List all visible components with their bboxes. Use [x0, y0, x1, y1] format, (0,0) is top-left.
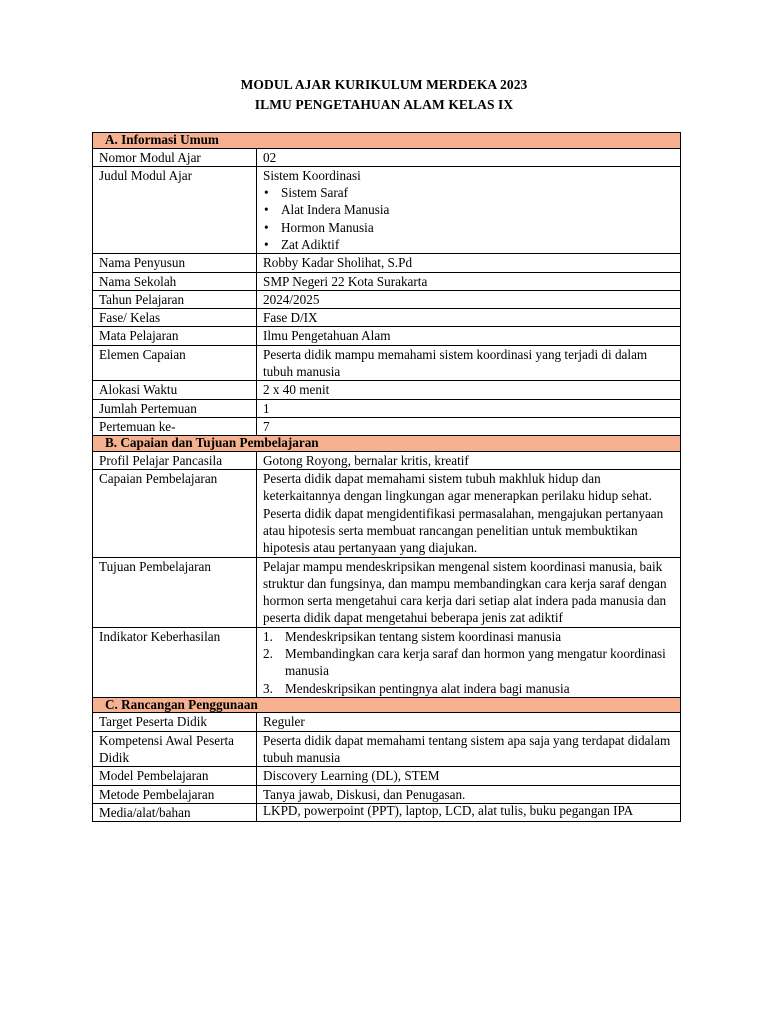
list-text: Mendeskripsikan tentang sistem koordinasi manusia: [285, 628, 562, 644]
list-text: Membandingkan cara kerja saraf dan hormon yang mengatur koordinasi manusia: [285, 646, 666, 679]
section-a-header-row: [93, 133, 681, 149]
row-value: Peserta didik dapat memahami sistem tubuh makhluk hidup dan keterkaitannya dengan lingkungan agar menerapkan perilaku hidup sehat. Peserta didik dapat mengidentifikasi permasalahan, mengajukan pertanyaan atau hipotesis serta membuat rancangan penelitian untuk membuktikan hipotesis atau pertanyaan yang diajukan.: [257, 470, 681, 557]
row-label: Capaian Pembelajaran: [93, 470, 257, 557]
row-value: SMP Negeri 22 Kota Surakarta: [257, 272, 681, 290]
row-value: 1: [257, 399, 681, 417]
row-label: Elemen Capaian: [93, 345, 257, 381]
row-label: Alokasi Waktu: [93, 381, 257, 399]
row-label: Nomor Modul Ajar: [93, 148, 257, 166]
row-value: Peserta didik dapat memahami tentang sistem apa saja yang terdapat didalam tubuh manusia: [257, 731, 681, 767]
list-number: 2.: [263, 646, 273, 662]
row-label: Metode Pembelajaran: [93, 785, 257, 803]
row-value: LKPD, powerpoint (PPT), laptop, LCD, alat tulis, buku pegangan IPA: [257, 803, 681, 821]
list-item: [263, 645, 674, 680]
table-row: [93, 627, 681, 697]
row-label: Target Peserta Didik: [93, 713, 257, 731]
row-value: Discovery Learning (DL), STEM: [257, 767, 681, 785]
table-row: [93, 381, 681, 399]
table-row: [93, 557, 681, 627]
table-row: [93, 272, 681, 290]
table-row: [93, 327, 681, 345]
row-value: Peserta didik mampu memahami sistem koordinasi yang terjadi di dalam tubuh manusia: [257, 345, 681, 381]
list-number: 1.: [263, 628, 273, 644]
table-row: [93, 470, 681, 557]
row-label: Model Pembelajaran: [93, 767, 257, 785]
row-label: Mata Pelajaran: [93, 327, 257, 345]
table-row: [93, 309, 681, 327]
module-info-table: [92, 132, 681, 822]
table-row: [93, 417, 681, 435]
row-label: Nama Penyusun: [93, 254, 257, 272]
list-item: [263, 628, 674, 645]
table-row: [93, 345, 681, 381]
row-value: Tanya jawab, Diskusi, dan Penugasan.: [257, 785, 681, 803]
document-title: MODUL AJAR KURIKULUM MERDEKA 2023: [240, 77, 528, 92]
row-label: Tujuan Pembelajaran: [93, 557, 257, 627]
row-label: Media/alat/bahan: [93, 803, 257, 821]
row-value: Robby Kadar Sholihat, S.Pd: [257, 254, 681, 272]
list-text: Mendeskripsikan pentingnya alat indera bagi manusia: [285, 680, 570, 696]
module-subtopic-list: [263, 184, 674, 253]
table-row: [93, 451, 681, 469]
list-number: 3.: [263, 680, 273, 696]
row-value: [257, 627, 681, 697]
row-label: Tahun Pelajaran: [93, 290, 257, 308]
row-value: 7: [257, 417, 681, 435]
section-b-header-row: [93, 436, 681, 452]
row-label: Pertemuan ke-: [93, 417, 257, 435]
section-c-header: C. Rancangan Penggunaan: [93, 697, 681, 713]
list-item: • Alat Indera Manusia: [263, 201, 674, 218]
list-item: [263, 680, 674, 697]
table-row: [93, 166, 681, 253]
row-value: 02: [257, 148, 681, 166]
row-label: Jumlah Pertemuan: [93, 399, 257, 417]
table-row: [93, 803, 681, 821]
table-row: [93, 290, 681, 308]
section-b-header: B. Capaian dan Tujuan Pembelajaran: [93, 436, 681, 452]
row-value: [257, 166, 681, 253]
row-label: Kompetensi Awal Peserta Didik: [93, 731, 257, 767]
list-item: • Hormon Manusia: [263, 219, 674, 236]
row-label: Fase/ Kelas: [93, 309, 257, 327]
section-a-header: A. Informasi Umum: [93, 133, 681, 149]
table-row: [93, 254, 681, 272]
row-value: Reguler: [257, 713, 681, 731]
module-topic: Sistem Koordinasi: [263, 167, 361, 183]
list-item: • Zat Adiktif: [263, 236, 674, 253]
table-row: [93, 785, 681, 803]
table-row: [93, 148, 681, 166]
row-value: Ilmu Pengetahuan Alam: [257, 327, 681, 345]
table-row: [93, 399, 681, 417]
section-c-header-row: [93, 697, 681, 713]
indicator-list: [263, 628, 674, 697]
row-label: Indikator Keberhasilan: [93, 627, 257, 697]
row-value: 2 x 40 menit: [257, 381, 681, 399]
row-value: Pelajar mampu mendeskripsikan mengenal sistem koordinasi manusia, baik struktur dan fungsinya, dan mampu membandingkan cara kerja saraf dengan hormon serta mengetahui cara kerja dari setiap alat indera pada manusia dan peserta didik dapat mengetahui beberapa jenis zat adiktif: [257, 557, 681, 627]
table-row: [93, 767, 681, 785]
table-row: [93, 713, 681, 731]
row-value: 2024/2025: [257, 290, 681, 308]
table-row: [93, 731, 681, 767]
row-value: Gotong Royong, bernalar kritis, kreatif: [257, 451, 681, 469]
document-subtitle: ILMU PENGETAHUAN ALAM KELAS IX: [254, 97, 514, 112]
list-item: • Sistem Saraf: [263, 184, 674, 201]
row-label: Profil Pelajar Pancasila: [93, 451, 257, 469]
row-label: Judul Modul Ajar: [93, 166, 257, 253]
row-label: Nama Sekolah: [93, 272, 257, 290]
row-value: Fase D/IX: [257, 309, 681, 327]
